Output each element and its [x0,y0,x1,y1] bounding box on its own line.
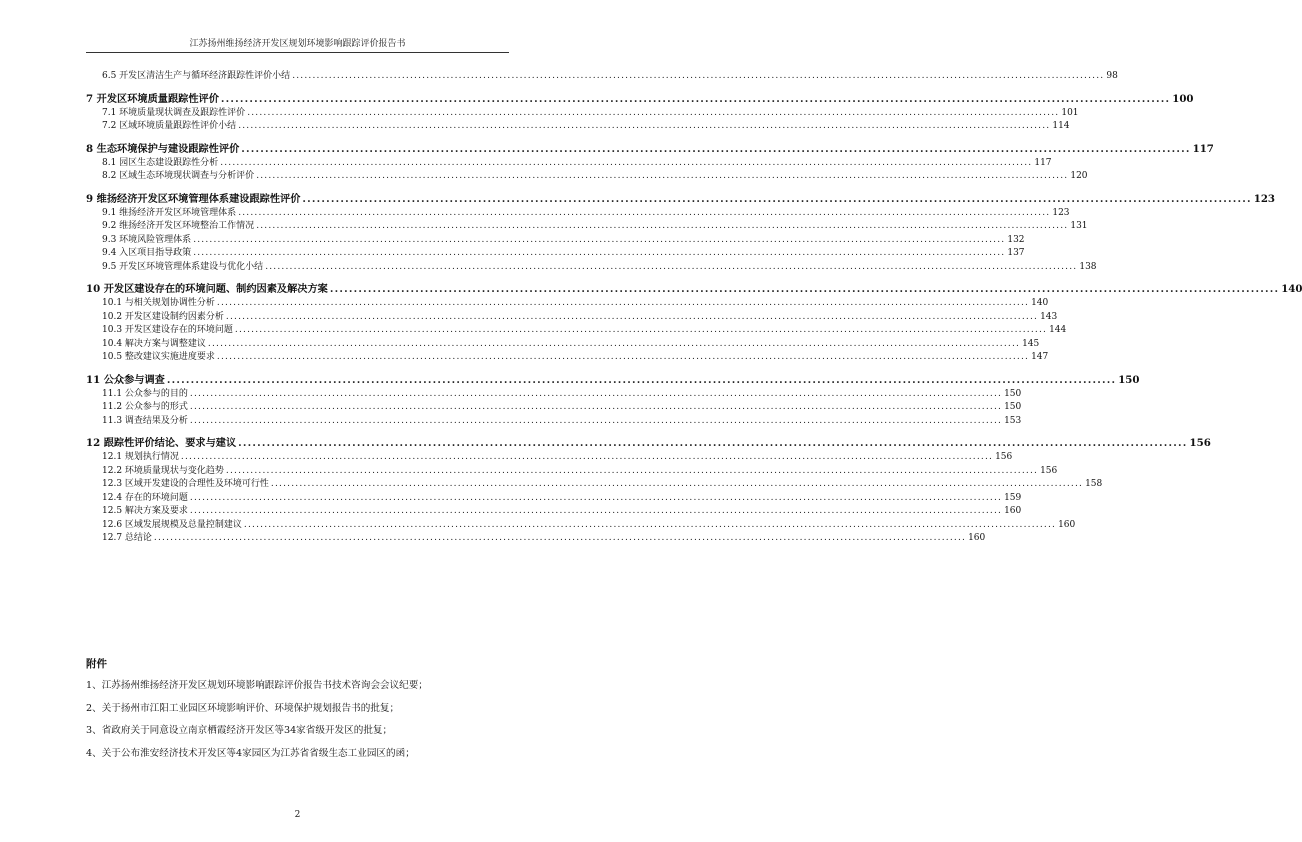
toc-chapter-entry[interactable] [86,92,1194,107]
annex-list [86,675,515,765]
toc-entry-label: 10.3 开发区建设存在的环境问题 [102,325,233,335]
page-number: 2 [294,810,301,820]
toc-entry-page: 160 [968,533,986,543]
toc-entry-page: 140 [1031,298,1049,308]
toc-leader-dots: ........................................................................................................................................................................................................ [220,92,1171,105]
toc-entry-page: 145 [1022,338,1040,349]
toc-leader-dots: ........................................................................................................................................................................................................ [207,338,1021,349]
toc-chapter-entry[interactable] [86,282,1302,297]
toc-entry-label: 12.1 规划执行情况 [102,452,179,462]
toc-section-entry[interactable] [86,207,1070,221]
toc-entry-label: 11 公众参与调查 [86,373,165,386]
toc-leader-dots: ........................................................................................................................................................................................................ [329,283,1280,295]
toc-leader-dots: ........................................................................................................................................................................................................ [153,533,967,543]
toc-section-entry[interactable] [86,247,1025,261]
toc-entry-page: 156 [1040,465,1058,476]
toc-section-entry[interactable] [86,297,1049,311]
toc-leader-dots: ........................................................................................................................................................................................................ [225,465,1039,476]
toc-section-entry[interactable] [86,107,1079,121]
toc-section-entry[interactable] [86,478,1103,492]
toc-chapter-entry[interactable] [86,373,1140,388]
toc-entry-page: 137 [1007,248,1025,258]
toc-entry-label: 10 开发区建设存在的环境问题、制约因素及解决方案 [86,283,328,295]
toc-entry-label: 11.3 调查结果及分析 [102,415,188,426]
toc-section-entry[interactable] [86,532,986,546]
toc-leader-dots: ........................................................................................................................................................................................................ [234,325,1048,335]
toc-section-entry[interactable] [86,415,1022,429]
toc-section-entry[interactable] [86,220,1088,234]
toc-leader-dots: ........................................................................................................................................................................................................ [247,107,1060,118]
toc-entry-page: 156 [1189,437,1211,449]
toc-chapter-entry[interactable] [86,436,1211,451]
toc-leader-dots: ........................................................................................................................................................................................................ [238,207,1051,218]
toc-leader-dots: ........................................................................................................................................................................................................ [189,415,1003,426]
toc-section-entry[interactable] [86,401,1022,415]
toc-entry-label: 9.3 环境风险管理体系 [102,234,192,245]
toc-section-entry[interactable] [86,388,1022,402]
toc-section-entry[interactable] [86,170,1088,184]
toc-entry-label: 7.2 区域环境质量跟踪性评价小结 [102,121,237,131]
toc-entry-page: 123 [1253,192,1276,205]
toc-entry-page: 158 [1085,479,1103,489]
toc-entry-page: 120 [1070,171,1088,181]
toc-leader-dots: ........................................................................................................................................................................................................ [216,298,1030,308]
toc-leader-dots: ........................................................................................................................................................................................................ [238,121,1051,131]
toc-leader-dots: ........................................................................................................................................................................................................ [302,192,1252,205]
annex-section [86,656,515,765]
toc-leader-dots: ........................................................................................................................................................................................................ [265,261,1078,272]
toc-section-entry[interactable] [86,351,1049,365]
toc-entry-page: 117 [1034,157,1052,168]
toc-section-entry[interactable] [86,261,1097,275]
toc-entry-page: 131 [1070,221,1088,231]
toc-section-entry[interactable] [86,338,1040,352]
toc-entry-page: 98 [1106,71,1118,81]
toc-chapter-entry[interactable] [86,142,1214,157]
toc-entry-page: 123 [1052,207,1070,218]
toc-entry-page: 150 [1118,373,1140,386]
toc-entry-page: 156 [995,452,1013,462]
toc-section-entry[interactable] [86,505,1022,519]
toc-entry-page: 117 [1192,142,1214,155]
toc-section-entry[interactable] [86,311,1058,325]
toc-entry-label: 9.5 开发区环境管理体系建设与优化小结 [102,261,264,272]
toc-leader-dots: ........................................................................................................................................................................................................ [241,142,1191,155]
annex-item: 3、省政府关于同意设立南京栖霞经济开发区等34家省级开发区的批复； [86,725,393,736]
toc-section-entry[interactable] [86,120,1070,134]
toc-entry-label: 9.2 维扬经济开发区环境整治工作情况 [102,221,255,231]
toc-leader-dots: ........................................................................................................................................................................................................ [180,452,994,462]
toc-entry-page: 153 [1004,415,1022,426]
toc-entry-label: 9.1 维扬经济开发区环境管理体系 [102,207,237,218]
toc-entry-label: 12.4 存在的环境问题 [102,492,188,503]
toc-section-entry[interactable] [86,451,1013,465]
toc-entry-page: 147 [1031,352,1049,362]
annex-item: 1、江苏扬州维扬经济开发区规划环境影响跟踪评价报告书技术咨询会会议纪要； [86,680,428,691]
toc-entry-page: 138 [1079,261,1097,272]
toc-leader-dots: ........................................................................................................................................................................................................ [193,248,1006,258]
toc-entry-label: 9 维扬经济开发区环境管理体系建设跟踪性评价 [86,192,301,205]
toc-leader-dots: ........................................................................................................................................................................................................ [292,71,1105,81]
toc-leader-dots: ........................................................................................................................................................................................................ [193,234,1006,245]
toc-leader-dots: ........................................................................................................................................................................................................ [238,437,1188,449]
toc-chapter-entry[interactable] [86,192,1276,207]
annex-title: 附件 [86,658,107,670]
toc-leader-dots: ........................................................................................................................................................................................................ [270,479,1084,489]
toc-entry-label: 12.5 解决方案及要求 [102,506,188,516]
toc-section-entry[interactable] [86,234,1025,248]
toc-leader-dots: ........................................................................................................................................................................................................ [220,157,1033,168]
toc-entry-page: 160 [1004,506,1022,516]
toc-entry-label: 8.1 园区生态建设跟踪性分析 [102,157,219,168]
toc-entry-label: 12.7 总结论 [102,533,152,543]
toc-entry-label: 11.1 公众参与的目的 [102,388,188,399]
toc-entry-label: 10.1 与相关规划协调性分析 [102,298,215,308]
toc-entry-page: 114 [1052,121,1070,131]
annex-item: 4、关于公布淮安经济技术开发区等4家园区为江苏省省级生态工业园区的函； [86,747,415,759]
toc-section-entry[interactable] [86,465,1058,479]
toc-entry-page: 144 [1049,325,1067,335]
toc-entry-page: 160 [1058,519,1076,530]
toc-leader-dots: ........................................................................................................................................................................................................ [166,373,1117,386]
toc-entry-label: 8 生态环境保护与建设跟踪性评价 [86,142,240,155]
toc-entry-label: 12.6 区域发展规模及总量控制建议 [102,519,242,530]
toc-leader-dots: ........................................................................................................................................................................................................ [243,519,1057,530]
toc-entry-page: 132 [1007,234,1025,245]
toc-entry-label: 7.1 环境质量现状调查及跟踪性评价 [102,107,246,118]
toc-section-entry[interactable] [86,519,1076,533]
toc-section-entry[interactable] [86,157,1052,171]
toc-entry-page: 150 [1004,402,1022,412]
toc-entry-label: 12.2 环境质量现状与变化趋势 [102,465,224,476]
toc-entry-label: 9.4 入区项目指导政策 [102,248,192,258]
toc-leader-dots: ........................................................................................................................................................................................................ [225,311,1039,322]
toc-entry-page: 101 [1061,107,1079,118]
toc-entry-label: 7 开发区环境质量跟踪性评价 [86,92,219,105]
running-header: 江苏扬州维扬经济开发区规划环境影响跟踪评价报告书 [86,36,509,53]
toc-leader-dots: ........................................................................................................................................................................................................ [189,388,1003,399]
toc-entry-label: 8.2 区域生态环境现状调查与分析评价 [102,171,255,181]
toc-entry-label: 11.2 公众参与的形式 [102,402,188,412]
toc-entry-label: 6.5 开发区清洁生产与循环经济跟踪性评价小结 [102,71,291,81]
toc-entry-label: 10.2 开发区建设制约因素分析 [102,311,224,322]
table-of-contents [86,70,1302,546]
toc-entry-label: 10.4 解决方案与调整建议 [102,338,206,349]
toc-entry-label: 12.3 区域开发建设的合理性及环境可行性 [102,479,269,489]
toc-leader-dots: ........................................................................................................................................................................................................ [189,506,1003,516]
toc-entry-page: 140 [1281,283,1302,295]
toc-leader-dots: ........................................................................................................................................................................................................ [216,352,1030,362]
toc-leader-dots: ........................................................................................................................................................................................................ [189,402,1003,412]
toc-entry-page: 100 [1172,92,1194,105]
toc-entry-label: 12 跟踪性评价结论、要求与建议 [86,437,237,449]
toc-section-entry[interactable] [86,324,1067,338]
toc-section-entry[interactable] [86,492,1022,506]
toc-section-entry[interactable] [86,70,1118,84]
toc-entry-page: 150 [1004,388,1022,399]
toc-entry-label: 10.5 整改建议实施进度要求 [102,352,215,362]
toc-entry-page: 143 [1040,311,1058,322]
toc-leader-dots: ........................................................................................................................................................................................................ [189,492,1003,503]
toc-leader-dots: ........................................................................................................................................................................................................ [256,171,1069,181]
annex-item: 2、关于扬州市江阳工业园区环境影响评价、环境保护规划报告书的批复； [86,702,400,714]
toc-leader-dots: ........................................................................................................................................................................................................ [256,221,1069,231]
toc-entry-page: 159 [1004,492,1022,503]
